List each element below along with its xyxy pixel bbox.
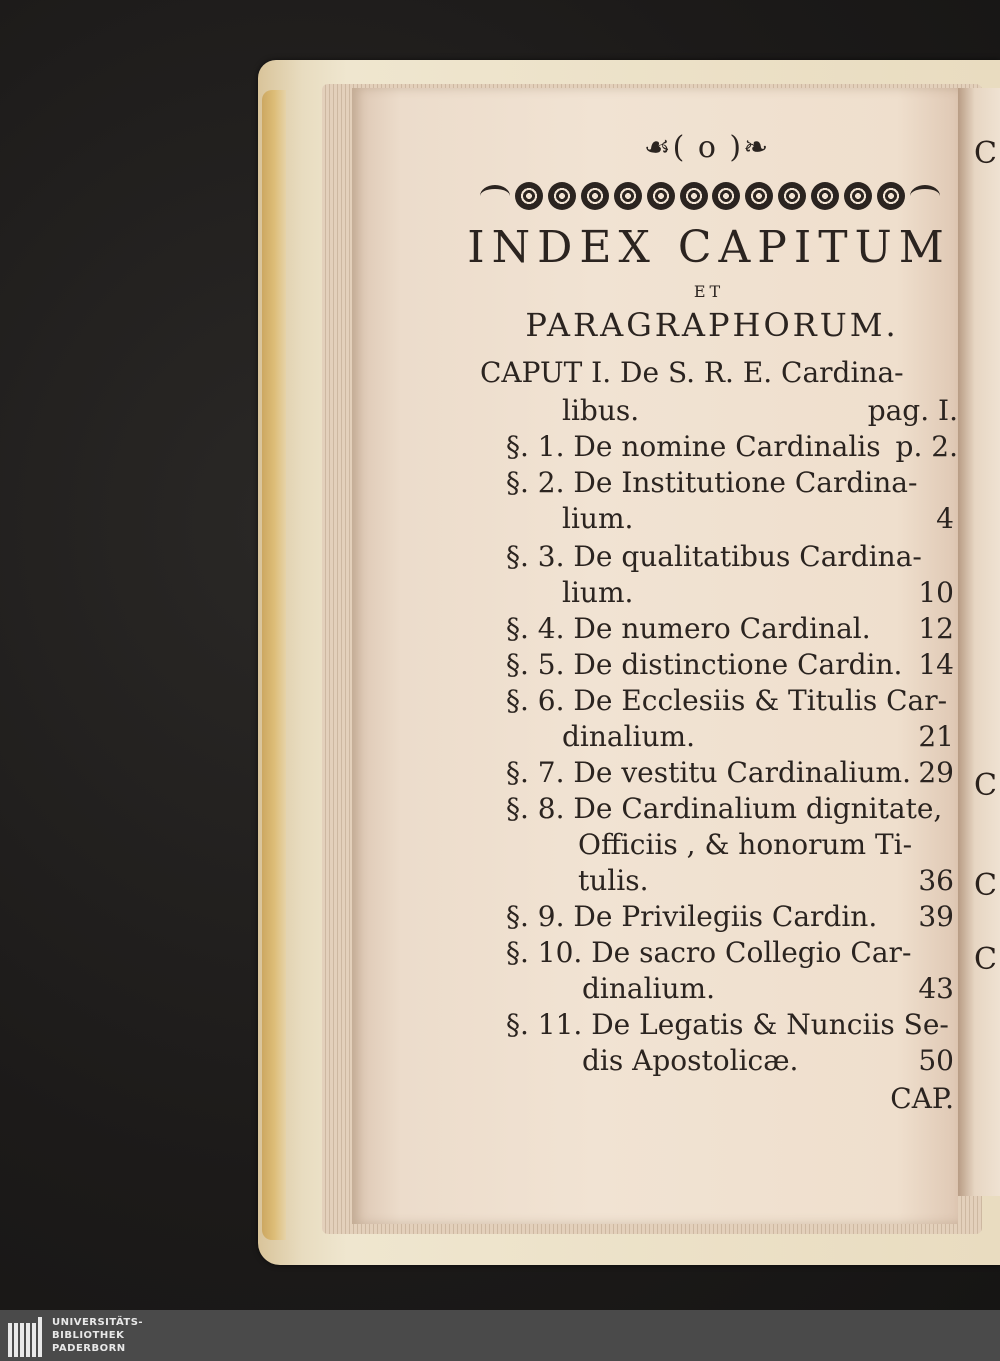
index-entry: §. 11. De Legatis & Nunciis Se- xyxy=(506,1008,949,1041)
page-number: 39 xyxy=(918,900,954,933)
index-entry: §. 5. De distinctione Cardin. xyxy=(506,648,903,681)
index-entry: §. 10. De sacro Collegio Car- xyxy=(506,936,912,969)
rosette-icon xyxy=(581,182,609,210)
facing-page-letter: C xyxy=(974,768,997,803)
rosette-icon xyxy=(745,182,773,210)
index-entry: libus. xyxy=(562,394,640,427)
flourish-icon xyxy=(480,185,510,207)
index-entry: §. 8. De Cardinalium dignitate, xyxy=(506,792,943,825)
ornament-band xyxy=(480,178,940,214)
index-entry: §. 3. De qualitatibus Cardina- xyxy=(506,540,922,573)
rosette-icon xyxy=(778,182,806,210)
rosette-icon xyxy=(548,182,576,210)
rosette-icon xyxy=(614,182,642,210)
index-entry: §. 1. De nomine Cardinalis xyxy=(506,430,881,463)
index-entry: dinalium. xyxy=(582,972,715,1005)
rosette-icon xyxy=(515,182,543,210)
index-entry: §. 2. De Institutione Cardina- xyxy=(506,466,918,499)
page-content xyxy=(352,88,958,1224)
index-entry: CAPUT I. De S. R. E. Cardina- xyxy=(480,356,904,389)
index-entry: §. 6. De Ecclesiis & Titulis Car- xyxy=(506,684,948,717)
library-logo-icon xyxy=(8,1317,44,1357)
page-number: 21 xyxy=(918,720,954,753)
page-number: 43 xyxy=(918,972,954,1005)
library-name-line: PADERBORN xyxy=(52,1343,126,1354)
index-entry: §. 9. De Privilegiis Cardin. xyxy=(506,900,878,933)
library-name-line: UNIVERSITÄTS- xyxy=(52,1317,144,1328)
index-title-conjunction: ET xyxy=(693,282,725,301)
flourish-icon xyxy=(910,185,940,207)
page-number: 14 xyxy=(918,648,954,681)
facing-page-letter: C xyxy=(974,868,997,903)
page-number: 12 xyxy=(918,612,954,645)
index-entry: dis Apostolicæ. xyxy=(582,1044,799,1077)
page-number: 4 xyxy=(936,502,954,535)
index-entry: Officiis , & honorum Ti- xyxy=(578,828,913,861)
page-number: p. 2. xyxy=(895,430,958,463)
index-entry: §. 4. De numero Cardinal. xyxy=(506,612,871,645)
index-subtitle: PARAGRAPHORUM. xyxy=(525,306,899,344)
facing-page-letter: C xyxy=(974,942,997,977)
facing-page-letter: C xyxy=(974,136,997,171)
library-footer-bar xyxy=(0,1310,1000,1361)
page-number: 29 xyxy=(918,756,954,789)
rosette-icon xyxy=(712,182,740,210)
index-entry: lium. xyxy=(562,502,634,535)
rosette-icon xyxy=(844,182,872,210)
rosette-icon xyxy=(680,182,708,210)
index-entry: lium. xyxy=(562,576,634,609)
cover-spine-edge xyxy=(262,90,286,1240)
page-number: 50 xyxy=(918,1044,954,1077)
index-title: INDEX CAPITUM xyxy=(467,222,951,273)
page-number: 36 xyxy=(918,864,954,897)
catchword: CAP. xyxy=(890,1082,954,1115)
index-entry: tulis. xyxy=(578,864,649,897)
index-entry: §. 7. De vestitu Cardinalium. xyxy=(506,756,911,789)
rosette-icon xyxy=(811,182,839,210)
library-name-line: BIBLIOTHEK xyxy=(52,1330,125,1341)
rosette-icon xyxy=(877,182,905,210)
page-number: pag. I. xyxy=(867,394,958,427)
index-entry: dinalium. xyxy=(562,720,695,753)
page-number: 10 xyxy=(918,576,954,609)
facing-page-edge xyxy=(958,88,1000,1196)
page-mark: ☙( o )❧ xyxy=(643,130,771,165)
rosette-icon xyxy=(647,182,675,210)
